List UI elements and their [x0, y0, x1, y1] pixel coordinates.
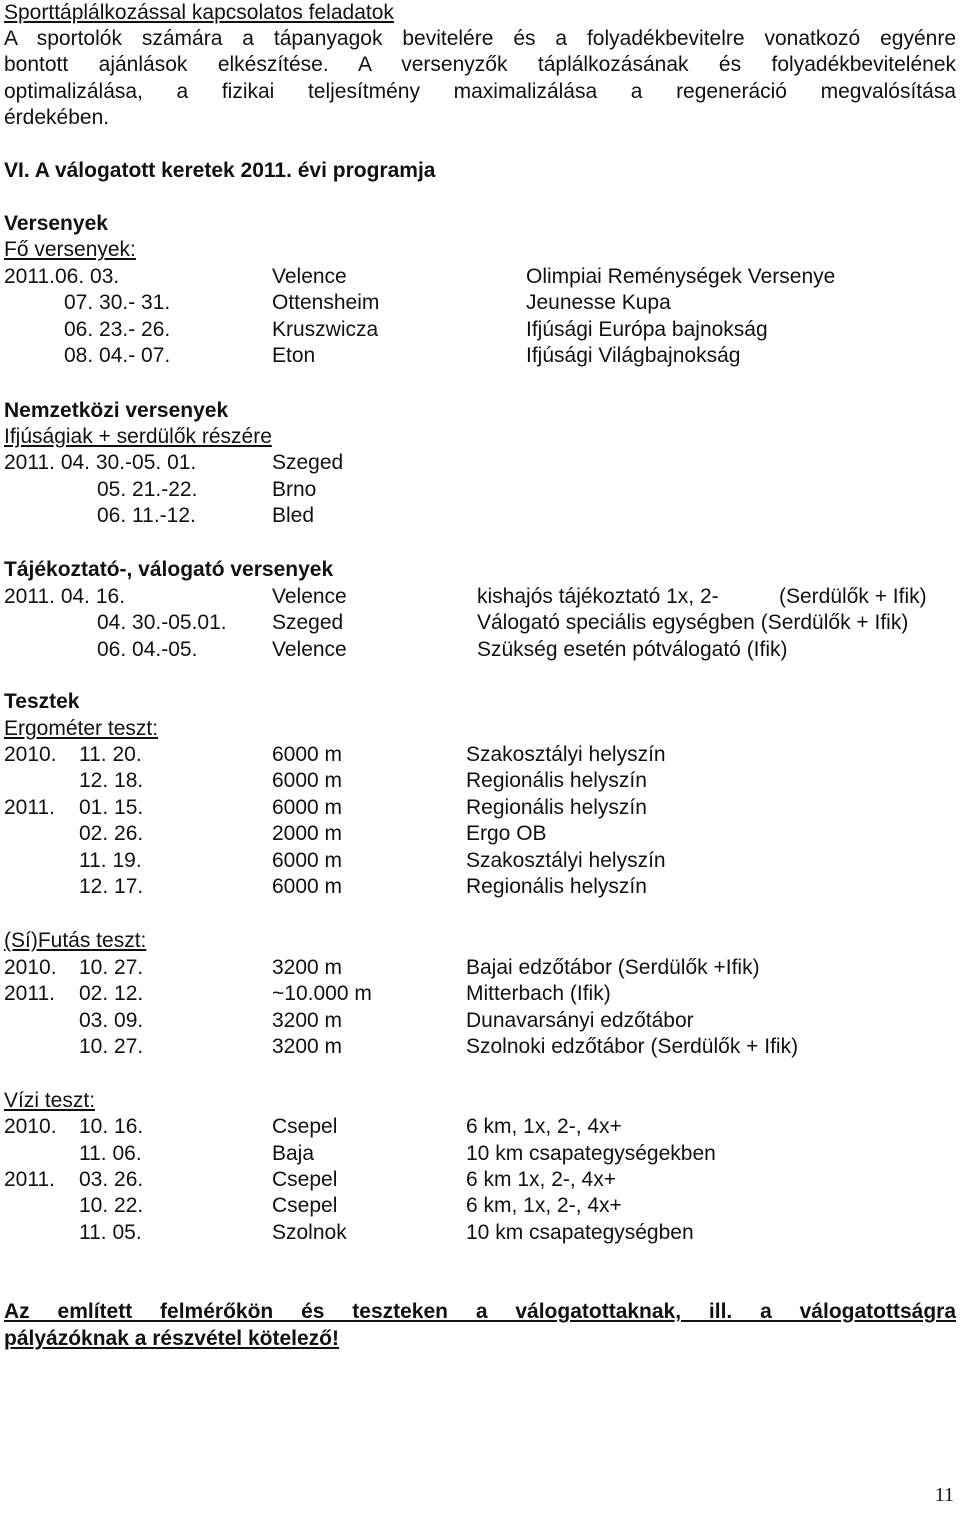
distance: 6000 m — [272, 769, 343, 792]
event: Ifjúsági Európa bajnokság — [526, 318, 768, 341]
date: 06. 11.-12. — [97, 504, 196, 527]
nemzetkozi-sublabel: Ifjúságiak + serdülők részére — [4, 425, 272, 448]
date: 03. 09. — [79, 1009, 144, 1032]
place: Velence — [272, 638, 347, 661]
date: 06. 23.- 26. — [64, 318, 171, 341]
date: 10. 27. — [79, 956, 144, 979]
distance: 2000 m — [272, 822, 343, 845]
place: Velence — [272, 585, 347, 608]
place: Eton — [272, 344, 316, 367]
location: Szakosztályi helyszín — [466, 849, 666, 872]
intro-heading: Sporttáplálkozással kapcsolatos feladatok — [4, 1, 394, 24]
description: kishajós tájékoztató 1x, 2- — [477, 585, 719, 608]
distance: 6000 m — [272, 849, 343, 872]
location: Regionális helyszín — [466, 875, 647, 898]
place: Ottensheim — [272, 291, 380, 314]
year: 2011. — [4, 982, 55, 1005]
distance: 3200 m — [272, 1035, 343, 1058]
detail: 6 km, 1x, 2-, 4x+ — [466, 1194, 622, 1217]
year: 2010. — [4, 743, 57, 766]
date: 08. 04.- 07. — [64, 344, 171, 367]
date: 03. 26. — [79, 1168, 144, 1191]
fo-versenyek-label: Fő versenyek: — [4, 238, 136, 261]
year: 2010. — [4, 956, 57, 979]
event: Olimpiai Reménységek Versenye — [526, 265, 836, 288]
location: Ergo OB — [466, 822, 547, 845]
detail: 6 km 1x, 2-, 4x+ — [466, 1168, 616, 1191]
date: 10. 27. — [79, 1035, 144, 1058]
group: (Serdülők + Ifik) — [779, 585, 927, 608]
date: 06. 04.-05. — [97, 638, 198, 661]
location: Mitterbach (Ifik) — [466, 982, 611, 1005]
date: 12. 17. — [79, 875, 144, 898]
distance: 6000 m — [272, 875, 343, 898]
distance: 3200 m — [272, 1009, 343, 1032]
detail: 10 km csapategységekben — [466, 1142, 716, 1165]
notice-line-1: Az említett felmérőkön és teszteken a válogatottaknak, ill. a válogatottságra — [4, 1300, 956, 1323]
description: Szükség esetén pótválogató (Ifik) — [477, 638, 788, 661]
date: 2011. 04. 30.-05. 01. — [4, 451, 197, 474]
date: 04. 30.-05.01. — [97, 611, 227, 634]
date: 12. 18. — [79, 769, 144, 792]
versenyek-title: Versenyek — [4, 212, 108, 235]
date: 02. 26. — [79, 822, 144, 845]
year: 2011. — [4, 796, 55, 819]
distance: 6000 m — [272, 796, 343, 819]
tajekoztato-title: Tájékoztató-, válogató versenyek — [4, 558, 334, 581]
date: 05. 21.-22. — [97, 478, 198, 501]
distance: ~10.000 m — [272, 982, 372, 1005]
date: 11. 19. — [79, 849, 142, 872]
tesztek-title: Tesztek — [4, 690, 80, 713]
place: Baja — [272, 1142, 315, 1165]
date: 10. 16. — [79, 1115, 144, 1138]
date: 11. 06. — [79, 1142, 142, 1165]
place: Csepel — [272, 1194, 338, 1217]
place: Kruszwicza — [272, 318, 379, 341]
futas-label: (Sí)Futás teszt: — [4, 929, 147, 952]
location: Szolnoki edzőtábor (Serdülők + Ifik) — [466, 1035, 799, 1058]
vizi-label: Vízi teszt: — [4, 1089, 96, 1112]
place: Velence — [272, 265, 347, 288]
distance: 3200 m — [272, 956, 343, 979]
location: Szakosztályi helyszín — [466, 743, 666, 766]
intro-line-4: érdekében. — [4, 106, 110, 129]
date: 11. 05. — [79, 1221, 142, 1244]
place: Szolnok — [272, 1221, 347, 1244]
year: 2011. — [4, 1168, 55, 1191]
place: Brno — [272, 478, 317, 501]
intro-line-2: bontott ajánlások elkészítése. A versenyzők táplálkozásának és folyadékbevitelének — [4, 53, 956, 76]
place: Csepel — [272, 1168, 338, 1191]
location: Regionális helyszín — [466, 769, 647, 792]
page-number: 11 — [934, 1484, 954, 1506]
description: Válogató speciális egységben (Serdülők + Ifik) — [477, 611, 909, 634]
program-title: VI. A válogatott keretek 2011. évi programja — [4, 159, 436, 182]
date: 10. 22. — [79, 1194, 144, 1217]
year: 2010. — [4, 1115, 57, 1138]
intro-line-1: A sportolók számára a tápanyagok bevitelére és a folyadékbevitelre vonatkozó egyénre — [4, 27, 956, 50]
place: Szeged — [272, 611, 344, 634]
notice-line-2: pályázóknak a részvétel kötelező! — [4, 1327, 339, 1350]
location: Regionális helyszín — [466, 796, 647, 819]
date: 01. 15. — [79, 796, 144, 819]
date: 07. 30.- 31. — [64, 291, 171, 314]
distance: 6000 m — [272, 743, 343, 766]
place: Bled — [272, 504, 315, 527]
date: 02. 12. — [79, 982, 144, 1005]
date: 2011.06. 03. — [4, 265, 120, 288]
event: Jeunesse Kupa — [526, 291, 671, 314]
detail: 10 km csapategységben — [466, 1221, 694, 1244]
date: 11. 20. — [79, 743, 142, 766]
intro-line-3: optimalizálása, a fizikai teljesítmény maximalizálása a regeneráció megvalósítása — [4, 80, 956, 103]
date: 2011. 04. 16. — [4, 585, 126, 608]
place: Szeged — [272, 451, 344, 474]
place: Csepel — [272, 1115, 338, 1138]
location: Bajai edzőtábor (Serdülők +Ifik) — [466, 956, 760, 979]
location: Dunavarsányi edzőtábor — [466, 1009, 694, 1032]
detail: 6 km, 1x, 2-, 4x+ — [466, 1115, 622, 1138]
ergo-label: Ergométer teszt: — [4, 717, 159, 740]
nemzetkozi-title: Nemzetközi versenyek — [4, 399, 229, 422]
event: Ifjúsági Világbajnokság — [526, 344, 741, 367]
